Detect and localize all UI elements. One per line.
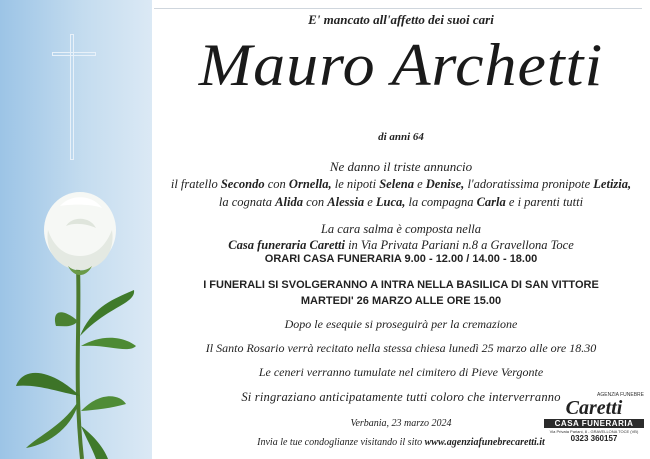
intro-text: E' mancato all'affetto dei suoi cari	[308, 12, 494, 27]
ceneri-text: Le ceneri verranno tumulate nel cimitero di Pieve Vergonte	[258, 365, 544, 379]
caretti-logo: AGENZIA FUNEBRE Caretti CASA FUNERARIA Via Privata Pariani, 8 - GRAVELLONA TOCE (VB) 0323 360157	[544, 392, 644, 450]
rosario-text: Il Santo Rosario verrà recitato nella stessa chiesa lunedì 25 marzo alle ore 18.30	[205, 341, 597, 355]
place-date-text: Verbania, 23 marzo 2024	[350, 418, 452, 429]
salma-line1: La cara salma è composta nella	[320, 222, 482, 236]
funerali-line1: I FUNERALI SI SVOLGERANNO A INTRA NELLA BASILICA DI SAN VITTORE	[203, 279, 599, 291]
age-text: di anni 64	[378, 131, 424, 143]
cross-icon	[52, 34, 96, 160]
announcement-line1: Ne danno il triste annuncio	[329, 159, 473, 174]
ringraziamento-text: Si ringraziano anticipatamente tutti coloro che interverranno	[241, 390, 561, 404]
deceased-name: Mauro Archetti	[198, 30, 604, 99]
announcement-line2: il fratello Secondo con Ornella, le nipoti Selena e Denise, l'adoratissima pronipote Letizia,	[170, 177, 632, 191]
salma-line2: Casa funeraria Caretti in Via Privata Pariani n.8 a Gravellona Toce	[228, 238, 574, 252]
cremazione-text: Dopo le esequie si proseguirà per la cremazione	[284, 317, 518, 331]
website-link[interactable]: www.agenziafunebrecaretti.it	[424, 437, 545, 448]
announcement-line3: la cognata Alida con Alessia e Luca, la compagna Carla e i parenti tutti	[218, 195, 584, 209]
funerali-line2: MARTEDI' 26 MARZO ALLE ORE 15.00	[300, 295, 502, 307]
condolences-text: Invia le tue condoglianze visitando il sito www.agenziafunebrecaretti.it	[257, 437, 545, 448]
orari-text: ORARI CASA FUNERARIA 9.00 - 12.00 / 14.00 - 18.00	[264, 253, 538, 265]
decorative-sidebar	[0, 0, 152, 459]
white-rose-image	[8, 186, 158, 459]
